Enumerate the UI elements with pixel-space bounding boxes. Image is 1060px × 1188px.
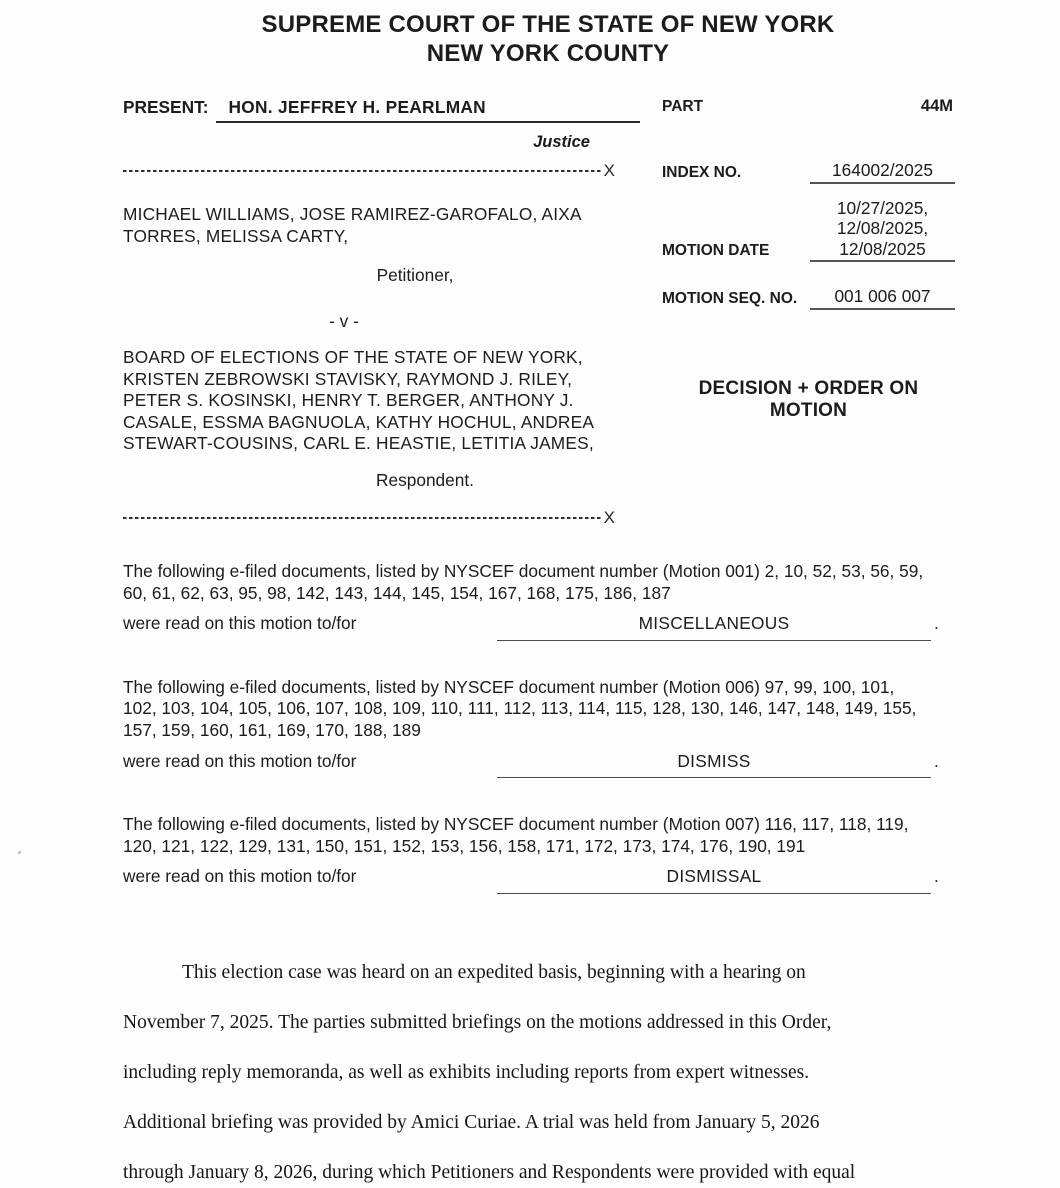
- dashed-rule: [123, 517, 603, 519]
- decision-order-title-line2: MOTION: [769, 400, 848, 421]
- respondent-name-line: KRISTEN ZEBROWSKI STAVISKY, RAYMOND J. RILEY,: [123, 368, 573, 389]
- relief-period: .: [934, 613, 939, 634]
- versus-label: - v -: [329, 310, 359, 331]
- respondent-names: [123, 347, 615, 455]
- index-no-label: INDEX NO.: [662, 163, 742, 181]
- motion-date-value: 12/08/2025: [839, 238, 926, 259]
- part-label: PART: [662, 98, 704, 115]
- petitioner-name-line: TORRES, MELISSA CARTY,: [123, 225, 349, 246]
- were-read-row: [123, 613, 955, 641]
- recital-line: 157, 159, 160, 161, 169, 170, 188, 189: [123, 719, 421, 740]
- recital-line: 120, 121, 122, 129, 131, 150, 151, 152, 153, 156, 158, 171, 172, 173, 174, 176, 190, 191: [123, 835, 806, 856]
- were-read-label: were read on this motion to/for: [123, 866, 357, 887]
- caption-divider-bottom: [123, 507, 615, 528]
- case-caption: [123, 97, 955, 528]
- motion-recital-001: [123, 561, 955, 641]
- relief-period: .: [934, 866, 939, 887]
- motion-recital-006: [123, 677, 955, 778]
- body-line: through January 8, 2026, during which Petitioners and Respondents were provided with equal: [123, 1161, 856, 1183]
- recital-line: The following e-filed documents, listed by NYSCEF document number (Motion 001) 2, 10, 52, 53, 56, 59,: [123, 561, 924, 581]
- body-line: November 7, 2025. The parties submitted briefings on the motions addressed in this Order,: [123, 1011, 832, 1033]
- present-label: PRESENT:: [123, 97, 209, 117]
- body-line: Additional briefing was provided by Amici Curiae. A trial was held from January 5, 2026: [123, 1111, 820, 1133]
- caption-divider-top: [123, 160, 615, 181]
- body-line: This election case was heard on an expedited basis, beginning with a hearing on: [182, 961, 806, 983]
- index-no-row: [662, 160, 955, 184]
- divider-x-glyph: X: [603, 160, 615, 180]
- relief-value: MISCELLANEOUS: [497, 613, 931, 641]
- were-read-row: [123, 751, 955, 779]
- part-value: 44M: [920, 97, 953, 115]
- dashed-rule: [123, 170, 603, 172]
- caption-right-column: [662, 97, 955, 528]
- court-title-line2: NEW YORK COUNTY: [426, 40, 670, 67]
- respondent-designation: Respondent.: [375, 469, 474, 490]
- motion-seq-label: MOTION SEQ. NO.: [662, 289, 798, 307]
- part-row: [662, 97, 955, 118]
- motion-date-value: 12/08/2025,: [836, 218, 929, 238]
- decision-body-paragraph: [123, 948, 955, 1188]
- respondent-name-line: CASALE, ESSMA BAGNUOLA, KATHY HOCHUL, ANDREA: [123, 411, 595, 432]
- petitioner-designation: Petitioner,: [376, 265, 454, 285]
- motion-seq-value: 001 006 007: [810, 286, 955, 310]
- court-title: [123, 10, 955, 68]
- present-row: [123, 97, 640, 123]
- divider-x-glyph: X: [603, 507, 615, 527]
- justice-title-label: Justice: [533, 132, 590, 151]
- relief-value: DISMISSAL: [497, 866, 931, 894]
- motion-recital-007: [123, 814, 955, 894]
- justice-name: HON. JEFFREY H. PEARLMAN: [216, 97, 640, 123]
- petitioner-names: [123, 204, 615, 247]
- motion-date-value: 10/27/2025,: [836, 197, 929, 218]
- recital-line: 60, 61, 62, 63, 95, 98, 142, 143, 144, 145, 154, 167, 168, 175, 186, 187: [123, 582, 671, 603]
- respondent-name-line: STEWART-COUSINS, CARL E. HEASTIE, LETITIA JAMES,: [123, 433, 594, 453]
- recital-line: The following e-filed documents, listed by NYSCEF document number (Motion 007) 116, 117, 118, 119,: [123, 814, 909, 835]
- relief-value: DISMISS: [497, 751, 931, 779]
- motion-date-label: MOTION DATE: [662, 242, 770, 259]
- recital-line: 102, 103, 104, 105, 106, 107, 108, 109, 110, 111, 112, 113, 114, 115, 128, 130, 146, 147, 148, 149, 155,: [123, 698, 917, 719]
- relief-period: .: [934, 750, 939, 771]
- scan-artifact-dot: [18, 851, 21, 854]
- were-read-label: were read on this motion to/for: [123, 750, 357, 771]
- caption-left-column: [123, 97, 615, 528]
- body-line: including reply memoranda, as well as exhibits including reports from expert witnesses.: [123, 1061, 810, 1083]
- respondent-name-line: PETER S. KOSINSKI, HENRY T. BERGER, ANTHONY J.: [123, 390, 574, 410]
- motion-recitals: [123, 561, 955, 894]
- decision-order-title: [662, 378, 955, 423]
- motion-date-values: [810, 198, 955, 263]
- motion-date-row: [662, 198, 955, 263]
- court-title-line1: SUPREME COURT OF THE STATE OF NEW YORK: [261, 11, 835, 38]
- were-read-label: were read on this motion to/for: [123, 613, 357, 634]
- recital-line: The following e-filed documents, listed by NYSCEF document number (Motion 006) 97, 99, 100, 101,: [123, 676, 895, 697]
- respondent-name-line: BOARD OF ELECTIONS OF THE STATE OF NEW YORK,: [123, 347, 583, 367]
- motion-seq-row: [662, 286, 955, 310]
- were-read-row: [123, 866, 955, 894]
- decision-order-title-line1: DECISION + ORDER ON: [698, 377, 919, 399]
- index-no-value: 164002/2025: [810, 160, 955, 184]
- petitioner-name-line: MICHAEL WILLIAMS, JOSE RAMIREZ-GAROFALO, AIXA: [123, 204, 582, 224]
